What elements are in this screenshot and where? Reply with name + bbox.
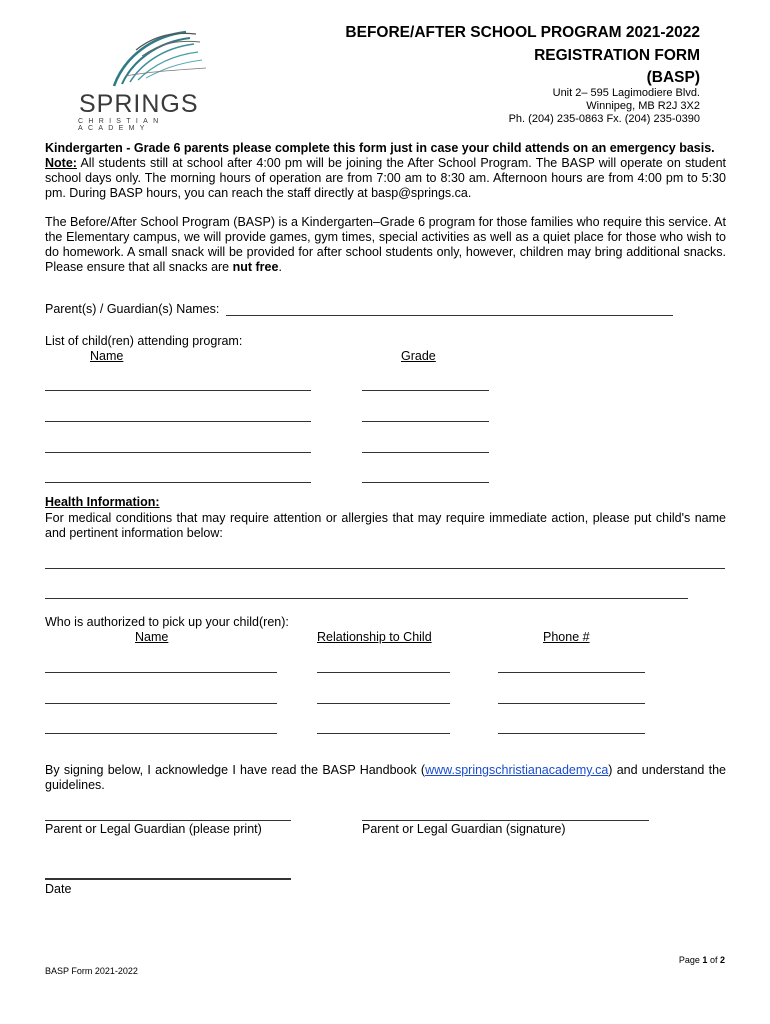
pickup-label: Who is authorized to pick up your child(ren): xyxy=(45,615,289,629)
nut-free-text: nut free xyxy=(232,260,279,274)
address-line-3: Ph. (204) 235-0863 Fx. (204) 235-0390 xyxy=(508,113,700,125)
pickup-name-field-3[interactable] xyxy=(45,733,277,734)
note-label: Note: xyxy=(45,156,77,170)
child-grade-field-3[interactable] xyxy=(362,452,489,453)
acknowledge-before: By signing below, I acknowledge I have read the BASP Handbook ( xyxy=(45,763,426,777)
description-end: . xyxy=(278,260,282,274)
page-word: Page xyxy=(678,955,700,965)
pickup-phone-field-2[interactable] xyxy=(498,703,645,704)
children-list-label: List of child(ren) attending program: xyxy=(45,334,243,348)
address-line-1: Unit 2– 595 Lagimodiere Blvd. xyxy=(552,87,700,99)
of-word: of xyxy=(709,955,718,965)
health-description: For medical conditions that may require attention or allergies that may require immediate action, please put child's name and pertinent information below: xyxy=(45,511,726,540)
description-text: The Before/After School Program (BASP) is a Kindergarten–Grade 6 program for those families who require this service. At the Elementary campus, we will provide games, gym times, special activities as well as a quiet place for those who wish to do homework. A small snack will be provided for after school students only, however, children may bring additional snacks. Please ensure that all snacks are xyxy=(45,215,726,274)
date-field[interactable] xyxy=(45,878,291,880)
acknowledgement-text xyxy=(45,763,726,793)
pickup-phone-header: Phone # xyxy=(543,630,590,644)
form-title-line-1: BEFORE/AFTER SCHOOL PROGRAM 2021-2022 xyxy=(345,24,700,41)
guardian-signature-field[interactable] xyxy=(362,820,649,821)
page-number xyxy=(679,955,725,965)
pickup-phone-field-1[interactable] xyxy=(498,672,645,673)
program-description xyxy=(45,215,726,275)
acknowledge-after: ) and understand the guidelines. xyxy=(45,763,726,792)
intro-section xyxy=(45,141,726,201)
children-grade-header: Grade xyxy=(401,349,436,363)
pickup-relationship-field-1[interactable] xyxy=(317,672,450,673)
child-grade-field-2[interactable] xyxy=(362,421,489,422)
guardian-signature-label: Parent or Legal Guardian (signature) xyxy=(362,822,566,836)
handbook-link[interactable]: www.springschristianacademy.ca xyxy=(425,763,609,777)
guardian-print-field[interactable] xyxy=(45,820,291,821)
pickup-name-field-2[interactable] xyxy=(45,703,277,704)
health-field-2[interactable] xyxy=(45,598,688,599)
child-name-field-2[interactable] xyxy=(45,421,311,422)
children-name-header: Name xyxy=(90,349,124,363)
logo-wordmark: SPRINGS xyxy=(79,90,199,118)
pickup-name-field-1[interactable] xyxy=(45,672,277,673)
school-logo xyxy=(76,28,226,132)
child-name-field-4[interactable] xyxy=(45,482,311,483)
logo-subline: CHRISTIAN ACADEMY xyxy=(78,118,164,132)
child-grade-field-4[interactable] xyxy=(362,482,489,483)
child-name-field-3[interactable] xyxy=(45,452,311,453)
note-text: All students still at school after 4:00 pm will be joining the After School Program. The BASP will operate on student school days only. The morning hours of operation are from 7:00 am to 8:30 am. Afternoon hours are from 4:00 pm to 5:30 pm. During BASP hours, you can reach the staff directly at basp@springs.ca. xyxy=(45,156,726,200)
form-id: BASP Form 2021-2022 xyxy=(45,966,138,976)
pickup-relationship-field-3[interactable] xyxy=(317,733,450,734)
pickup-relationship-header: Relationship to Child xyxy=(317,630,432,644)
form-title-line-2: REGISTRATION FORM xyxy=(534,47,700,64)
pickup-phone-field-3[interactable] xyxy=(498,733,645,734)
date-label: Date xyxy=(45,882,72,896)
page-num: 1 xyxy=(702,955,708,965)
health-heading: Health Information: xyxy=(45,495,160,509)
address-line-2: Winnipeg, MB R2J 3X2 xyxy=(586,100,700,112)
guardian-print-label: Parent or Legal Guardian (please print) xyxy=(45,822,262,836)
health-field-1[interactable] xyxy=(45,568,725,569)
guardian-names-field[interactable] xyxy=(226,315,673,316)
child-name-field-1[interactable] xyxy=(45,390,311,391)
pickup-relationship-field-2[interactable] xyxy=(317,703,450,704)
form-title-line-3: (BASP) xyxy=(646,69,700,86)
guardian-names-label: Parent(s) / Guardian(s) Names: xyxy=(45,302,220,316)
intro-headline: Kindergarten - Grade 6 parents please complete this form just in case your child attends on an emergency basis. xyxy=(45,141,715,155)
pickup-name-header: Name xyxy=(135,630,169,644)
page-total: 2 xyxy=(719,955,725,965)
logo-swoosh-icon xyxy=(106,28,216,90)
child-grade-field-1[interactable] xyxy=(362,390,489,391)
intro-note xyxy=(45,156,726,201)
